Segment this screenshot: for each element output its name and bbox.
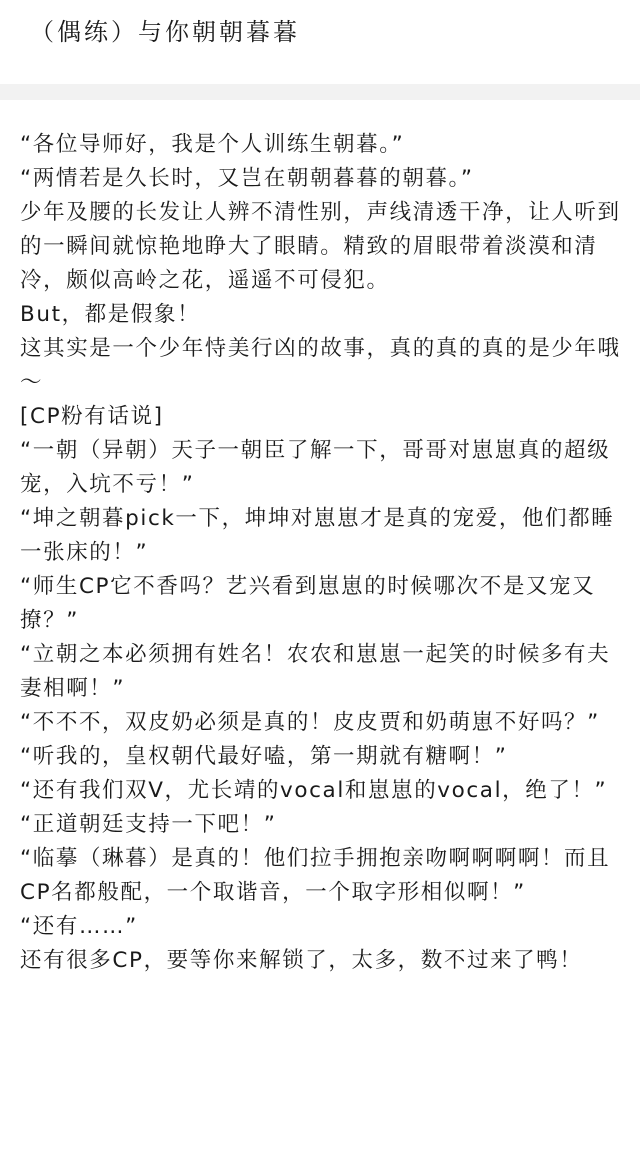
paragraph: 还有很多CP，要等你来解锁了，太多，数不过来了鸭！ — [20, 948, 583, 973]
paragraph: “两情若是久长时，又岂在朝朝暮暮的朝暮。” — [20, 166, 474, 191]
paragraph: “还有我们双V，尤长靖的vocal和崽崽的vocal，绝了！” — [20, 778, 608, 803]
page-title: （偶练）与你朝朝暮暮 — [30, 18, 300, 46]
paragraph: 少年及腰的长发让人辨不清性别，声线清透干净，让人听到的一瞬间就惊艳地睁大了眼睛。精致的眉眼带着淡漠和清冷，颇似高岭之花，遥遥不可侵犯。 — [20, 200, 621, 293]
paragraph: “临摹（琳暮）是真的！他们拉手拥抱亲吻啊啊啊啊！而且CP名都般配，一个取谐音，一个取字形相似啊！” — [20, 846, 611, 905]
paragraph: “立朝之本必须拥有姓名！农农和崽崽一起笑的时候多有夫妻相啊！” — [20, 642, 611, 701]
article-body — [20, 128, 626, 978]
paragraph: “不不不，双皮奶必须是真的！皮皮贾和奶萌崽不好吗？” — [20, 710, 600, 735]
section-divider — [0, 84, 640, 100]
paragraph: “还有……” — [20, 914, 138, 939]
paragraph: “一朝（异朝）天子一朝臣了解一下，哥哥对崽崽真的超级宠，入坑不亏！” — [20, 438, 611, 497]
paragraph: [CP粉有话说] — [20, 404, 164, 429]
paragraph: “师生CP它不香吗？艺兴看到崽崽的时候哪次不是又宠又撩？” — [20, 574, 596, 633]
paragraph: But，都是假象！ — [20, 302, 201, 327]
title-bar — [0, 0, 640, 84]
paragraph: “坤之朝暮pick一下，坤坤对崽崽才是真的宠爱，他们都睡一张床的！” — [20, 506, 615, 565]
paragraph: “各位导师好，我是个人训练生朝暮。” — [20, 132, 405, 157]
paragraph: “听我的，皇权朝代最好嗑，第一期就有糖啊！” — [20, 744, 508, 769]
paragraph: 这其实是一个少年恃美行凶的故事，真的真的真的是少年哦～ — [20, 336, 621, 395]
paragraph: “正道朝廷支持一下吧！” — [20, 812, 277, 837]
